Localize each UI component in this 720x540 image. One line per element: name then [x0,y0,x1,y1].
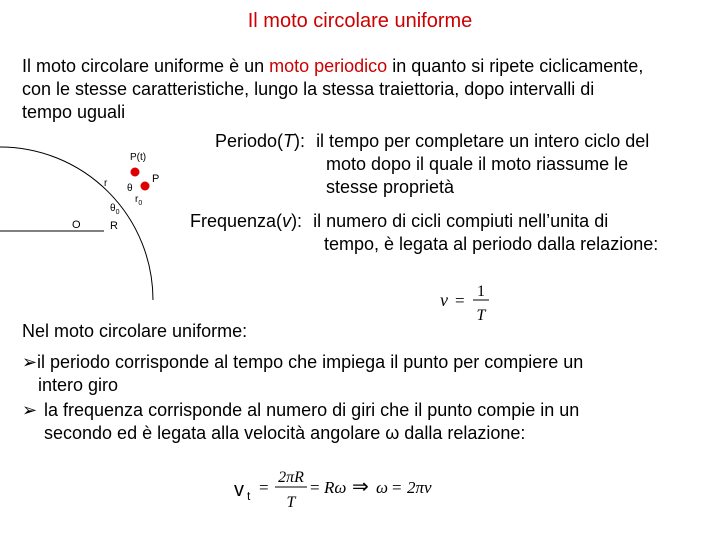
label-pt: P(t) [130,152,147,163]
intro-line-2: con le stesse caratteristiche, lungo la stessa traiettoria, dopo intervalli di [22,79,595,99]
periodo-label: Periodo(T): [215,131,306,151]
label-theta: θ [127,183,133,194]
svg-text:=: = [259,478,269,497]
intro-line-1: Il moto circolare uniforme è un moto periodico in quanto si ripete ciclicamente, [22,56,644,76]
svg-text:ω: ω [376,478,389,497]
svg-text:T: T [286,494,296,511]
intro-line-3: tempo uguali [22,102,126,122]
svg-text:=: = [310,478,320,497]
periodo-definition: Periodo(T): il tempo per completare un intero ciclo del [215,131,650,151]
formula-frequency [436,278,496,326]
label-theta0: $\theta_0$ [110,203,120,216]
implies-arrow-icon: ⇒ [352,474,369,498]
slide-title: Il moto circolare uniforme [247,10,473,32]
svg-text:2πν: 2πν [407,478,432,497]
svg-text:=: = [392,478,402,497]
frequenza-label: Frequenza(v): [190,211,303,231]
point-p-marker [141,182,150,191]
label-p: P [152,173,160,185]
circular-motion-diagram [0,140,175,300]
arrow-bullet-icon: ➢ [22,400,38,420]
svg-text:2πR: 2πR [278,469,304,486]
svg-text:T: T [476,307,486,324]
label-big-r: R [110,220,118,232]
svg-text:=: = [455,291,465,310]
label-r0: $r_0$ [135,194,143,207]
moto-periodico-highlight: moto periodico [269,56,388,76]
intro-paragraph [22,55,712,124]
bullet-periodo: ➢il periodo corrisponde al tempo che impiega il punto per compiere un intero giro [22,352,584,395]
bullet-frequenza: ➢ la frequenza corrisponde al numero di giri che il punto compie in un secondo ed è legata alla velocità angolare ω dalla relazione: [22,400,580,443]
periodo-line-3: stesse proprietà [326,177,455,197]
formula-velocity [230,460,470,516]
frequenza-definition: Frequenza(v): il numero di cicli compiuti nell’unita di [190,211,609,231]
svg-text:1: 1 [477,283,485,300]
label-r: r [104,178,108,189]
periodo-line-2: moto dopo il quale il moto riassume le [326,154,629,174]
label-o: O [72,219,81,231]
svg-text:v: v [234,479,244,501]
point-pt-marker [131,168,140,177]
nel-moto-heading: Nel moto circolare uniforme: [22,321,248,341]
svg-text:ν: ν [440,290,448,310]
svg-text:Rω: Rω [324,478,347,497]
arrow-bullet-icon: ➢ [22,352,38,372]
svg-text:t: t [247,489,251,503]
frequenza-line-2: tempo, è legata al periodo dalla relazione: [324,234,659,254]
